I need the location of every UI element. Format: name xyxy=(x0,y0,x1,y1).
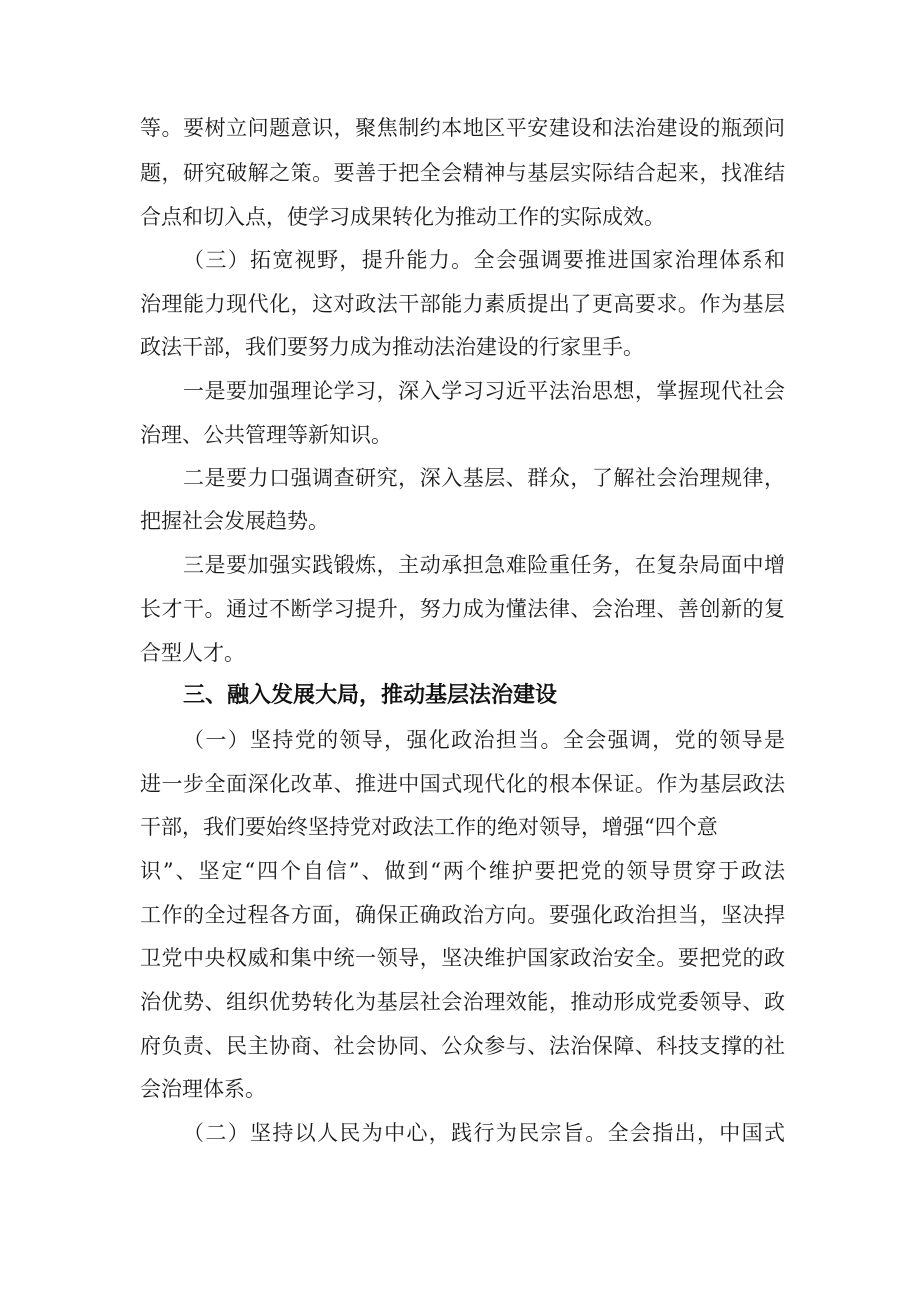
paragraph-line: （二）坚持以人民为中心，践行为民宗旨。全会指出，中国式 xyxy=(183,1121,785,1145)
paragraph-line: 题，研究破解之策。要善于把全会精神与基层实际结合起来，找准结 xyxy=(140,161,785,185)
paragraph-line: （三）拓宽视野，提升能力。全会强调要推进国家治理体系和 xyxy=(183,248,785,272)
paragraph-line: 识”、坚定“四个自信”、做到“两个维护要把党的领导贯穿于政法 xyxy=(140,859,785,883)
paragraph-line: 治理、公共管理等新知识。 xyxy=(140,423,392,447)
paragraph-line: 干部，我们要始终坚持党对政法工作的绝对领导，增强“四个意 xyxy=(140,815,718,839)
paragraph-line: 把握社会发展趋势。 xyxy=(140,509,329,533)
section-heading: 三、融入发展大局，推动基层法治建设 xyxy=(183,683,558,708)
paragraph-line: 一是要加强理论学习，深入学习习近平法治思想，掌握现代社会 xyxy=(183,379,785,403)
paragraph-line: 二是要力口强调查研究，深入基层、群众，了解社会治理规律， xyxy=(183,466,785,490)
paragraph-line: 会治理体系。 xyxy=(140,1077,266,1101)
paragraph-line: （一）坚持党的领导，强化政治担当。全会强调，党的领导是 xyxy=(183,728,785,752)
paragraph-line: 治理能力现代化，这对政法干部能力素质提出了更高要求。作为基层 xyxy=(140,292,785,316)
paragraph-line: 合型人才。 xyxy=(140,641,245,665)
paragraph-line: 工作的全过程各方面，确保正确政治方向。要强化政治担当，坚决捍 xyxy=(140,903,785,927)
paragraph-line: 府负责、民主协商、社会协同、公众参与、法治保障、科技支撑的社 xyxy=(140,1034,785,1058)
paragraph-line: 卫党中央权威和集中统一领导，坚决维护国家政治安全。要把党的政 xyxy=(140,946,785,970)
paragraph-line: 进一步全面深化改革、推进中国式现代化的根本保证。作为基层政法 xyxy=(140,772,785,796)
paragraph-line: 合点和切入点，使学习成果转化为推动工作的实际成效。 xyxy=(140,205,665,229)
paragraph-line: 三是要加强实践锻炼，主动承担急难险重任务，在复杂局面中增 xyxy=(183,553,785,577)
paragraph-line: 长才干。通过不断学习提升，努力成为懂法律、会治理、善创新的复 xyxy=(140,597,785,621)
paragraph-line: 政法干部，我们要努力成为推动法治建设的行家里手。 xyxy=(140,335,644,359)
paragraph-line: 治优势、组织优势转化为基层社会治理效能，推动形成党委领导、政 xyxy=(140,990,785,1014)
paragraph-line: 等。要树立问题意识，聚焦制约本地区平安建设和法治建设的瓶颈问 xyxy=(140,116,785,140)
